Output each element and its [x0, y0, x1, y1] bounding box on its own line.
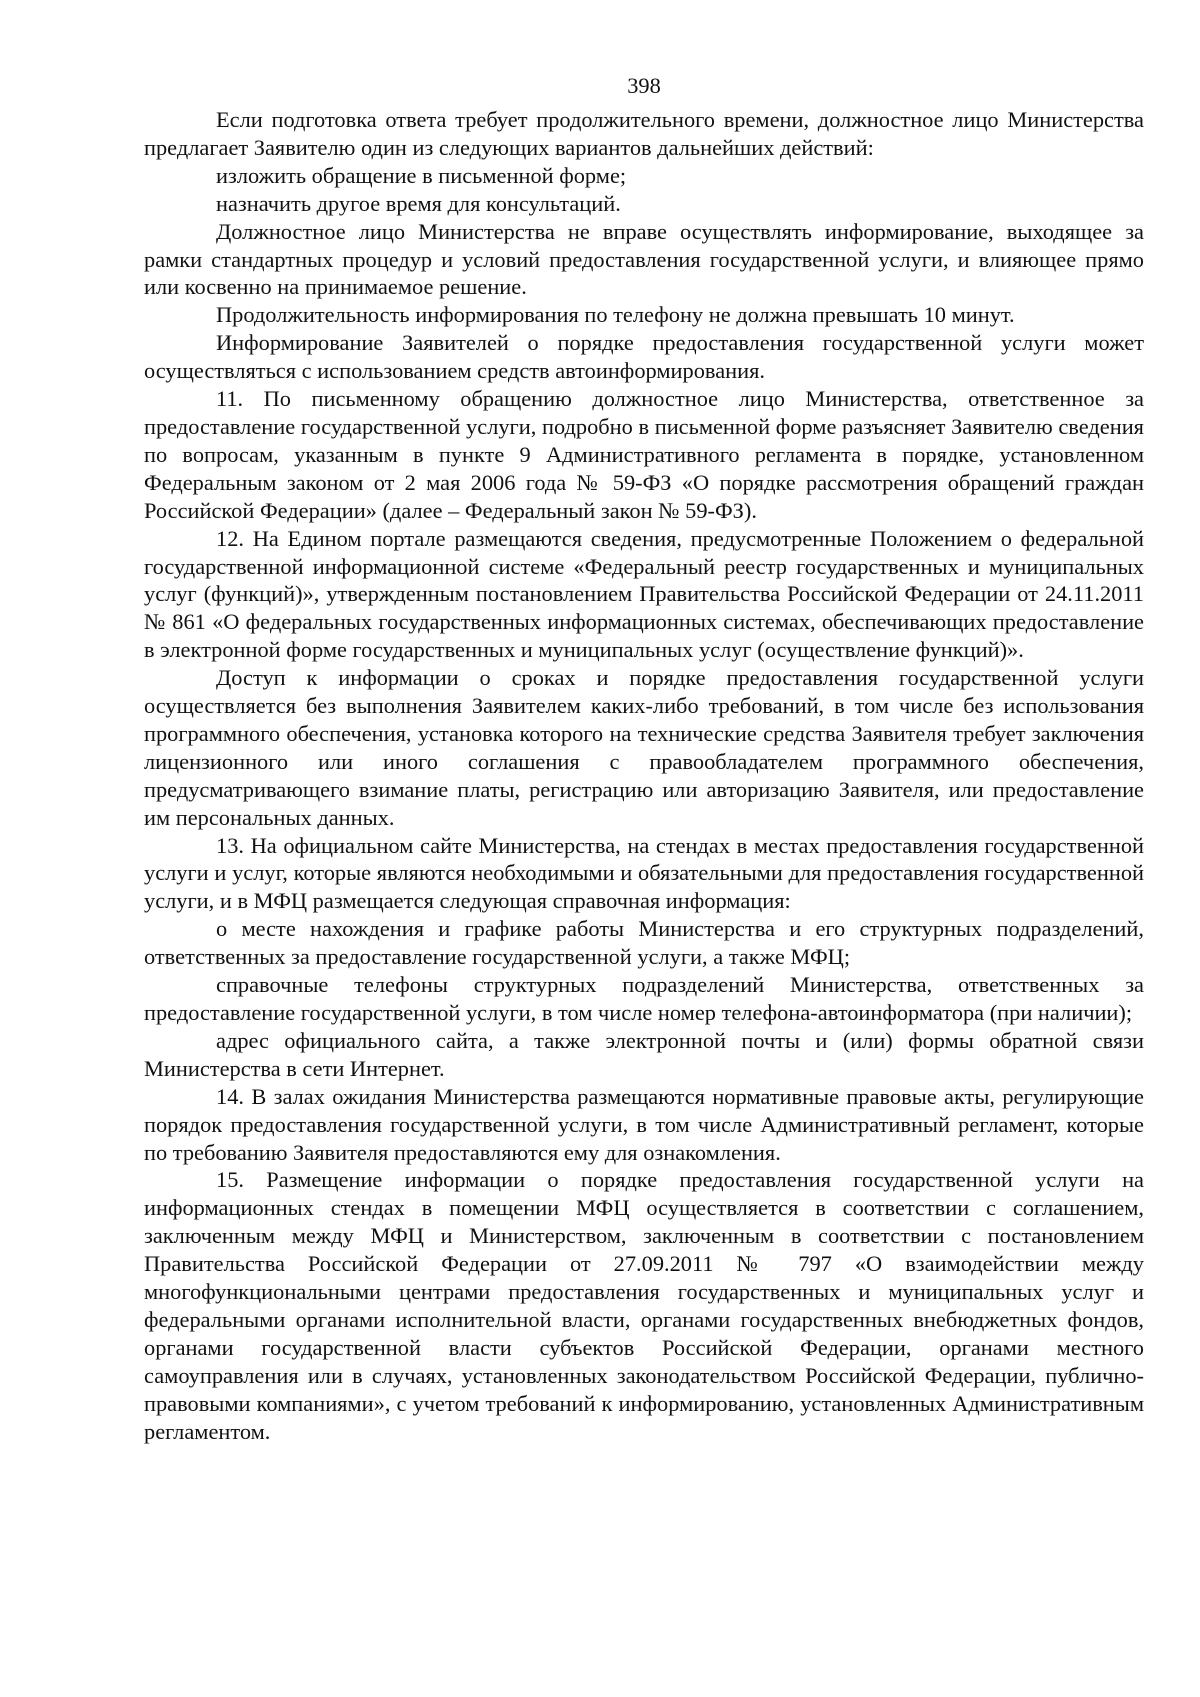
paragraph-auto-informing: Информирование Заявителей о порядке предоставления государственной услуги может осуществляться с использованием средств автоинформирования.: [144, 330, 1144, 384]
paragraph-reference-phones: справочные телефоны структурных подразделений Министерства, ответственных за предоставление государственной услуги, в том числе номер телефона-автоинформатора (при наличии);: [144, 972, 1144, 1025]
paragraph-response-time: Если подготовка ответа требует продолжительного времени, должностное лицо Министерства предлагает Заявителю один из следующих вариантов дальнейших действий:: [144, 107, 1144, 160]
paragraph-item-12: 12. На Едином портале размещаются сведения, предусмотренные Положением о федеральной государственной информационной системе «Федеральный реестр государственных и муниципальных услуг (функций)», утвержденным постановлением Правительства Российской Федерации от 24.11.2011 № 861 «О федеральных государственных информационных системах, обеспечивающих предоставление в электронной форме государственных и муниципальных услуг (осуществление функций)».: [144, 525, 1144, 663]
paragraph-website-email: адрес официального сайта, а также электронной почты и (или) формы обратной связи Министерства в сети Интернет.: [144, 1027, 1144, 1081]
paragraph-informing-limits: Должностное лицо Министерства не вправе осуществлять информирование, выходящее за рамки стандартных процедур и условий предоставления государственной услуги, и влияющее прямо или косвенно на принимаемое решение.: [144, 218, 1144, 300]
paragraph-access-info: Доступ к информации о сроках и порядке предоставления государственной услуги осуществляется без выполнения Заявителем каких-либо требований, в том числе без использования программного обеспечения, установка которого на технические средства Заявителя требует заключения лицензионного или иного соглашения с правообладателем программного обеспечения, предусматривающего взимание платы, регистрацию или авторизацию Заявителя, или предоставление им персональных данных.: [144, 665, 1144, 830]
paragraph-option-reschedule: назначить другое время для консультаций.: [216, 190, 621, 216]
paragraph-phone-duration: Продолжительность информирования по телефону не должна превышать 10 минут.: [216, 302, 1015, 328]
paragraph-item-11: 11. По письменному обращению должностное лицо Министерства, ответственное за предоставление государственной услуги, подробно в письменной форме разъясняет Заявителю сведения по вопросам, указанным в пункте 9 Административного регламента в порядке, установленном Федеральным законом от 2 мая 2006 года № 59-ФЗ «О порядке рассмотрения обращений граждан Российской Федерации» (далее – Федеральный закон № 59-ФЗ).: [144, 386, 1144, 523]
paragraph-item-15: 15. Размещение информации о порядке предоставления государственной услуги на информационных стендах в помещении МФЦ осуществляется в соответствии с соглашением, заключенным между МФЦ и Министерством, заключенным в соответствии с постановлением Правительства Российской Федерации от 27.09.2011 № 797 «О взаимодействии между многофункциональными центрами предоставления государственных и муниципальных услуг и федеральными органами исполнительной власти, органами государственных внебюджетных фондов, органами государственной власти субъектов Российской Федерации, органами местного самоуправления или в случаях, установленных законодательством Российской Федерации, публично-правовыми компаниями», с учетом требований к информированию, установленных Административным регламентом.: [144, 1167, 1144, 1444]
page-number: 398: [627, 73, 661, 98]
paragraph-option-written: изложить обращение в письменной форме;: [216, 162, 627, 188]
paragraph-item-13: 13. На официальном сайте Министерства, на стендах в местах предоставления государственной услуги и услуг, которые являются необходимыми и обязательными для предоставления государственной услуги, и в МФЦ размещается следующая справочная информация:: [144, 832, 1144, 914]
paragraph-item-14: 14. В залах ожидания Министерства размещаются нормативные правовые акты, регулирующие порядок предоставления государственной услуги, в том числе Административный регламент, которые по требованию Заявителя предоставляются ему для ознакомления.: [144, 1083, 1144, 1165]
document-page: [144, 72, 1144, 1446]
paragraph-location-schedule: о месте нахождения и графике работы Министерства и его структурных подразделений, ответственных за предоставление государственной услуги, а также МФЦ;: [144, 916, 1144, 970]
